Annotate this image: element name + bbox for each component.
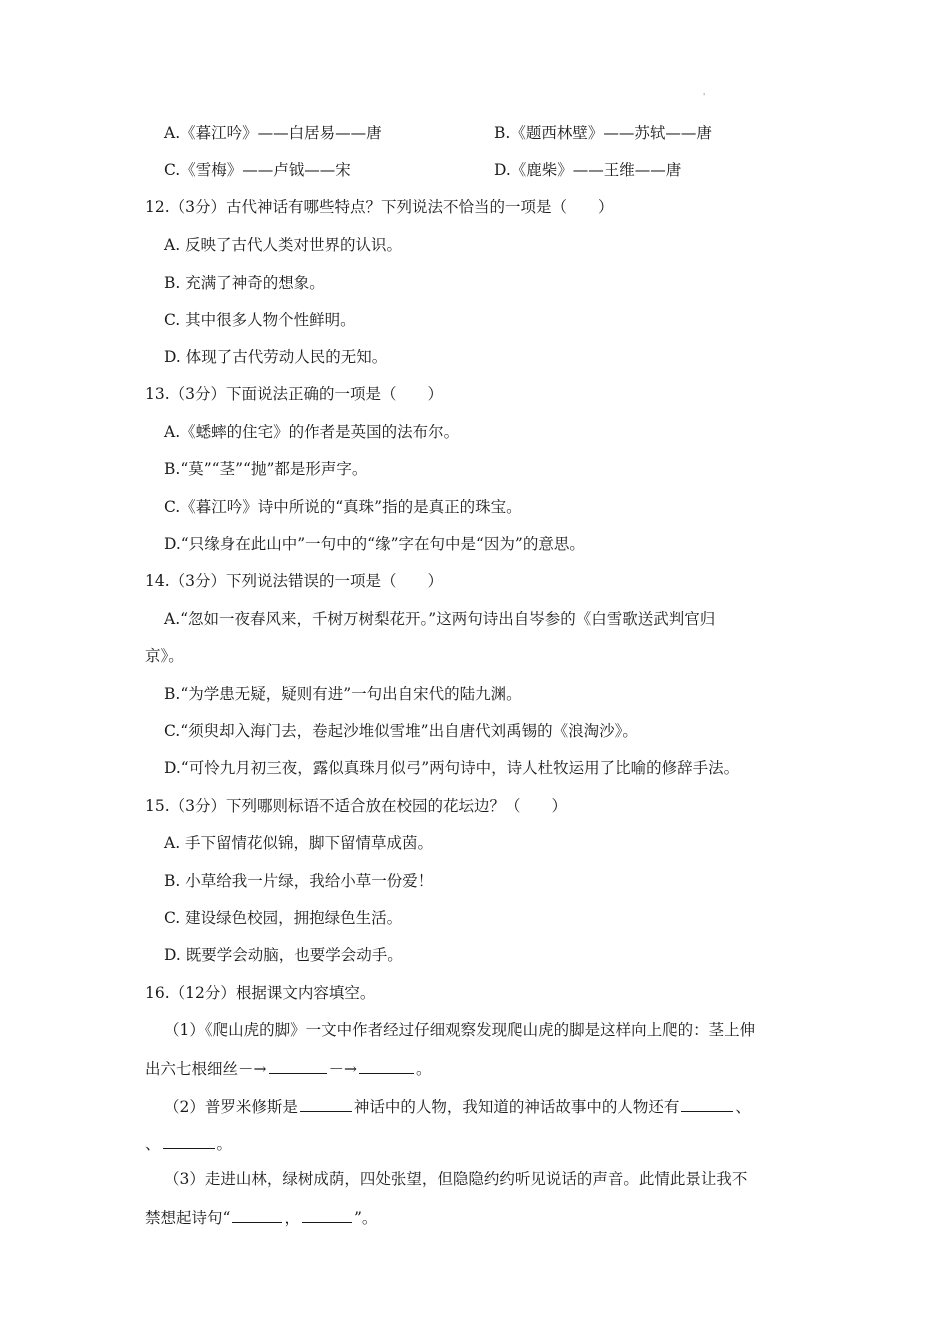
- q16-part3-blank-2[interactable]: [302, 1206, 352, 1223]
- q16-part2-blank-2[interactable]: [681, 1095, 733, 1112]
- q12-option-c: C. 其中很多人物个性鲜明。: [164, 311, 356, 329]
- q16-part1-text-c: 。: [416, 1060, 432, 1078]
- q11-option-c: C.《雪梅》——卢钺——宋: [164, 161, 351, 179]
- q16-part1-blank-2[interactable]: [359, 1057, 414, 1074]
- q14-option-c: C.“须臾却入海门去，卷起沙堆似雪堆”出自唐代刘禹锡的《浪淘沙》。: [164, 722, 638, 740]
- q11-option-a: A.《暮江吟》——白居易——唐: [164, 124, 382, 142]
- q13-option-b: B.“莫”“茎”“抛”都是形声字。: [164, 460, 368, 478]
- q15-option-c: C. 建设绿色校园，拥抱绿色生活。: [164, 909, 403, 927]
- q13-stem: 13.（3分）下面说法正确的一项是（ ）: [145, 385, 444, 403]
- q16-part1-blank-1[interactable]: [269, 1057, 327, 1074]
- q15-option-b: B. 小草给我一片绿，我给小草一份爱！: [164, 872, 434, 890]
- q14-option-b: B.“为学患无疑，疑则有进”一句出自宋代的陆九渊。: [164, 685, 522, 703]
- q16-part3-blank-1[interactable]: [232, 1206, 282, 1223]
- q12-option-a: A. 反映了古代人类对世界的认识。: [164, 236, 403, 254]
- q11-option-d: D.《鹿柴》——王维——唐: [494, 161, 682, 179]
- q13-option-a: A.《蟋蟀的住宅》的作者是英国的法布尔。: [164, 423, 460, 441]
- q16-part2-line2: [145, 1132, 232, 1155]
- q16-part2-text-c: 、: [735, 1098, 751, 1116]
- q16-part1-line2: [145, 1057, 432, 1080]
- q16-part2-blank-1[interactable]: [300, 1095, 352, 1112]
- q16-part2-text-d: 、: [145, 1135, 161, 1153]
- q12-option-d: D. 体现了古代劳动人民的无知。: [164, 348, 388, 366]
- q14-stem: 14.（3分）下列说法错误的一项是（ ）: [145, 572, 444, 590]
- q16-part3-text-c: ”。: [353, 1209, 378, 1227]
- q16-part3-text-a: 禁想起诗句“: [145, 1209, 231, 1227]
- q12-option-b: B. 充满了神奇的想象。: [164, 274, 325, 292]
- q16-stem: 16.（12分）根据课文内容填空。: [145, 984, 376, 1002]
- q16-part1-text-b: －→: [328, 1060, 357, 1078]
- q16-part2-text-e: 。: [216, 1135, 233, 1153]
- q11-option-b: B.《题西林壁》——苏轼——唐: [494, 124, 712, 142]
- q16-part3-line2: [145, 1206, 377, 1229]
- q14-option-d: D.“可怜九月初三夜，露似真珠月似弓”两句诗中，诗人杜牧运用了比喻的修辞手法。: [164, 759, 740, 777]
- q16-part2-text-b: 神话中的人物，我知道的神话故事中的人物还有: [353, 1098, 680, 1116]
- q16-part2-text-a: （2）普罗米修斯是: [164, 1098, 298, 1116]
- q12-stem: 12.（3分）古代神话有哪些特点？下列说法不恰当的一项是（ ）: [145, 198, 614, 216]
- q15-option-a: A. 手下留情花似锦，脚下留情草成茵。: [164, 834, 434, 852]
- q16-part3-text-b: ，: [284, 1209, 300, 1227]
- header-mark: ': [703, 92, 706, 101]
- q13-option-d: D.“只缘身在此山中”一句中的“缘”字在句中是“因为”的意思。: [164, 535, 585, 553]
- q16-part1-text-a: 出六七根细丝－→: [145, 1060, 267, 1078]
- q14-option-a-line1: A.“忽如一夜春风来，千树万树梨花开。”这两句诗出自岑参的《白雪歌送武判官归: [164, 610, 716, 628]
- q13-option-c: C.《暮江吟》诗中所说的“真珠”指的是真正的珠宝。: [164, 498, 522, 516]
- q14-option-a-line2: 京》。: [145, 647, 184, 665]
- q16-part2-line1: [164, 1095, 751, 1118]
- q16-part2-blank-3[interactable]: [163, 1132, 215, 1149]
- q16-part3-line1: （3）走进山林，绿树成荫，四处张望，但隐隐约约听见说话的声音。此情此景让我不: [164, 1170, 748, 1188]
- q15-option-d: D. 既要学会动脑，也要学会动手。: [164, 946, 403, 964]
- q16-part1-line1: （1）《爬山虎的脚》一文中作者经过仔细观察发现爬山虎的脚是这样向上爬的：茎上伸: [164, 1021, 756, 1039]
- q15-stem: 15.（3分）下列哪则标语不适合放在校园的花坛边？（ ）: [145, 797, 568, 815]
